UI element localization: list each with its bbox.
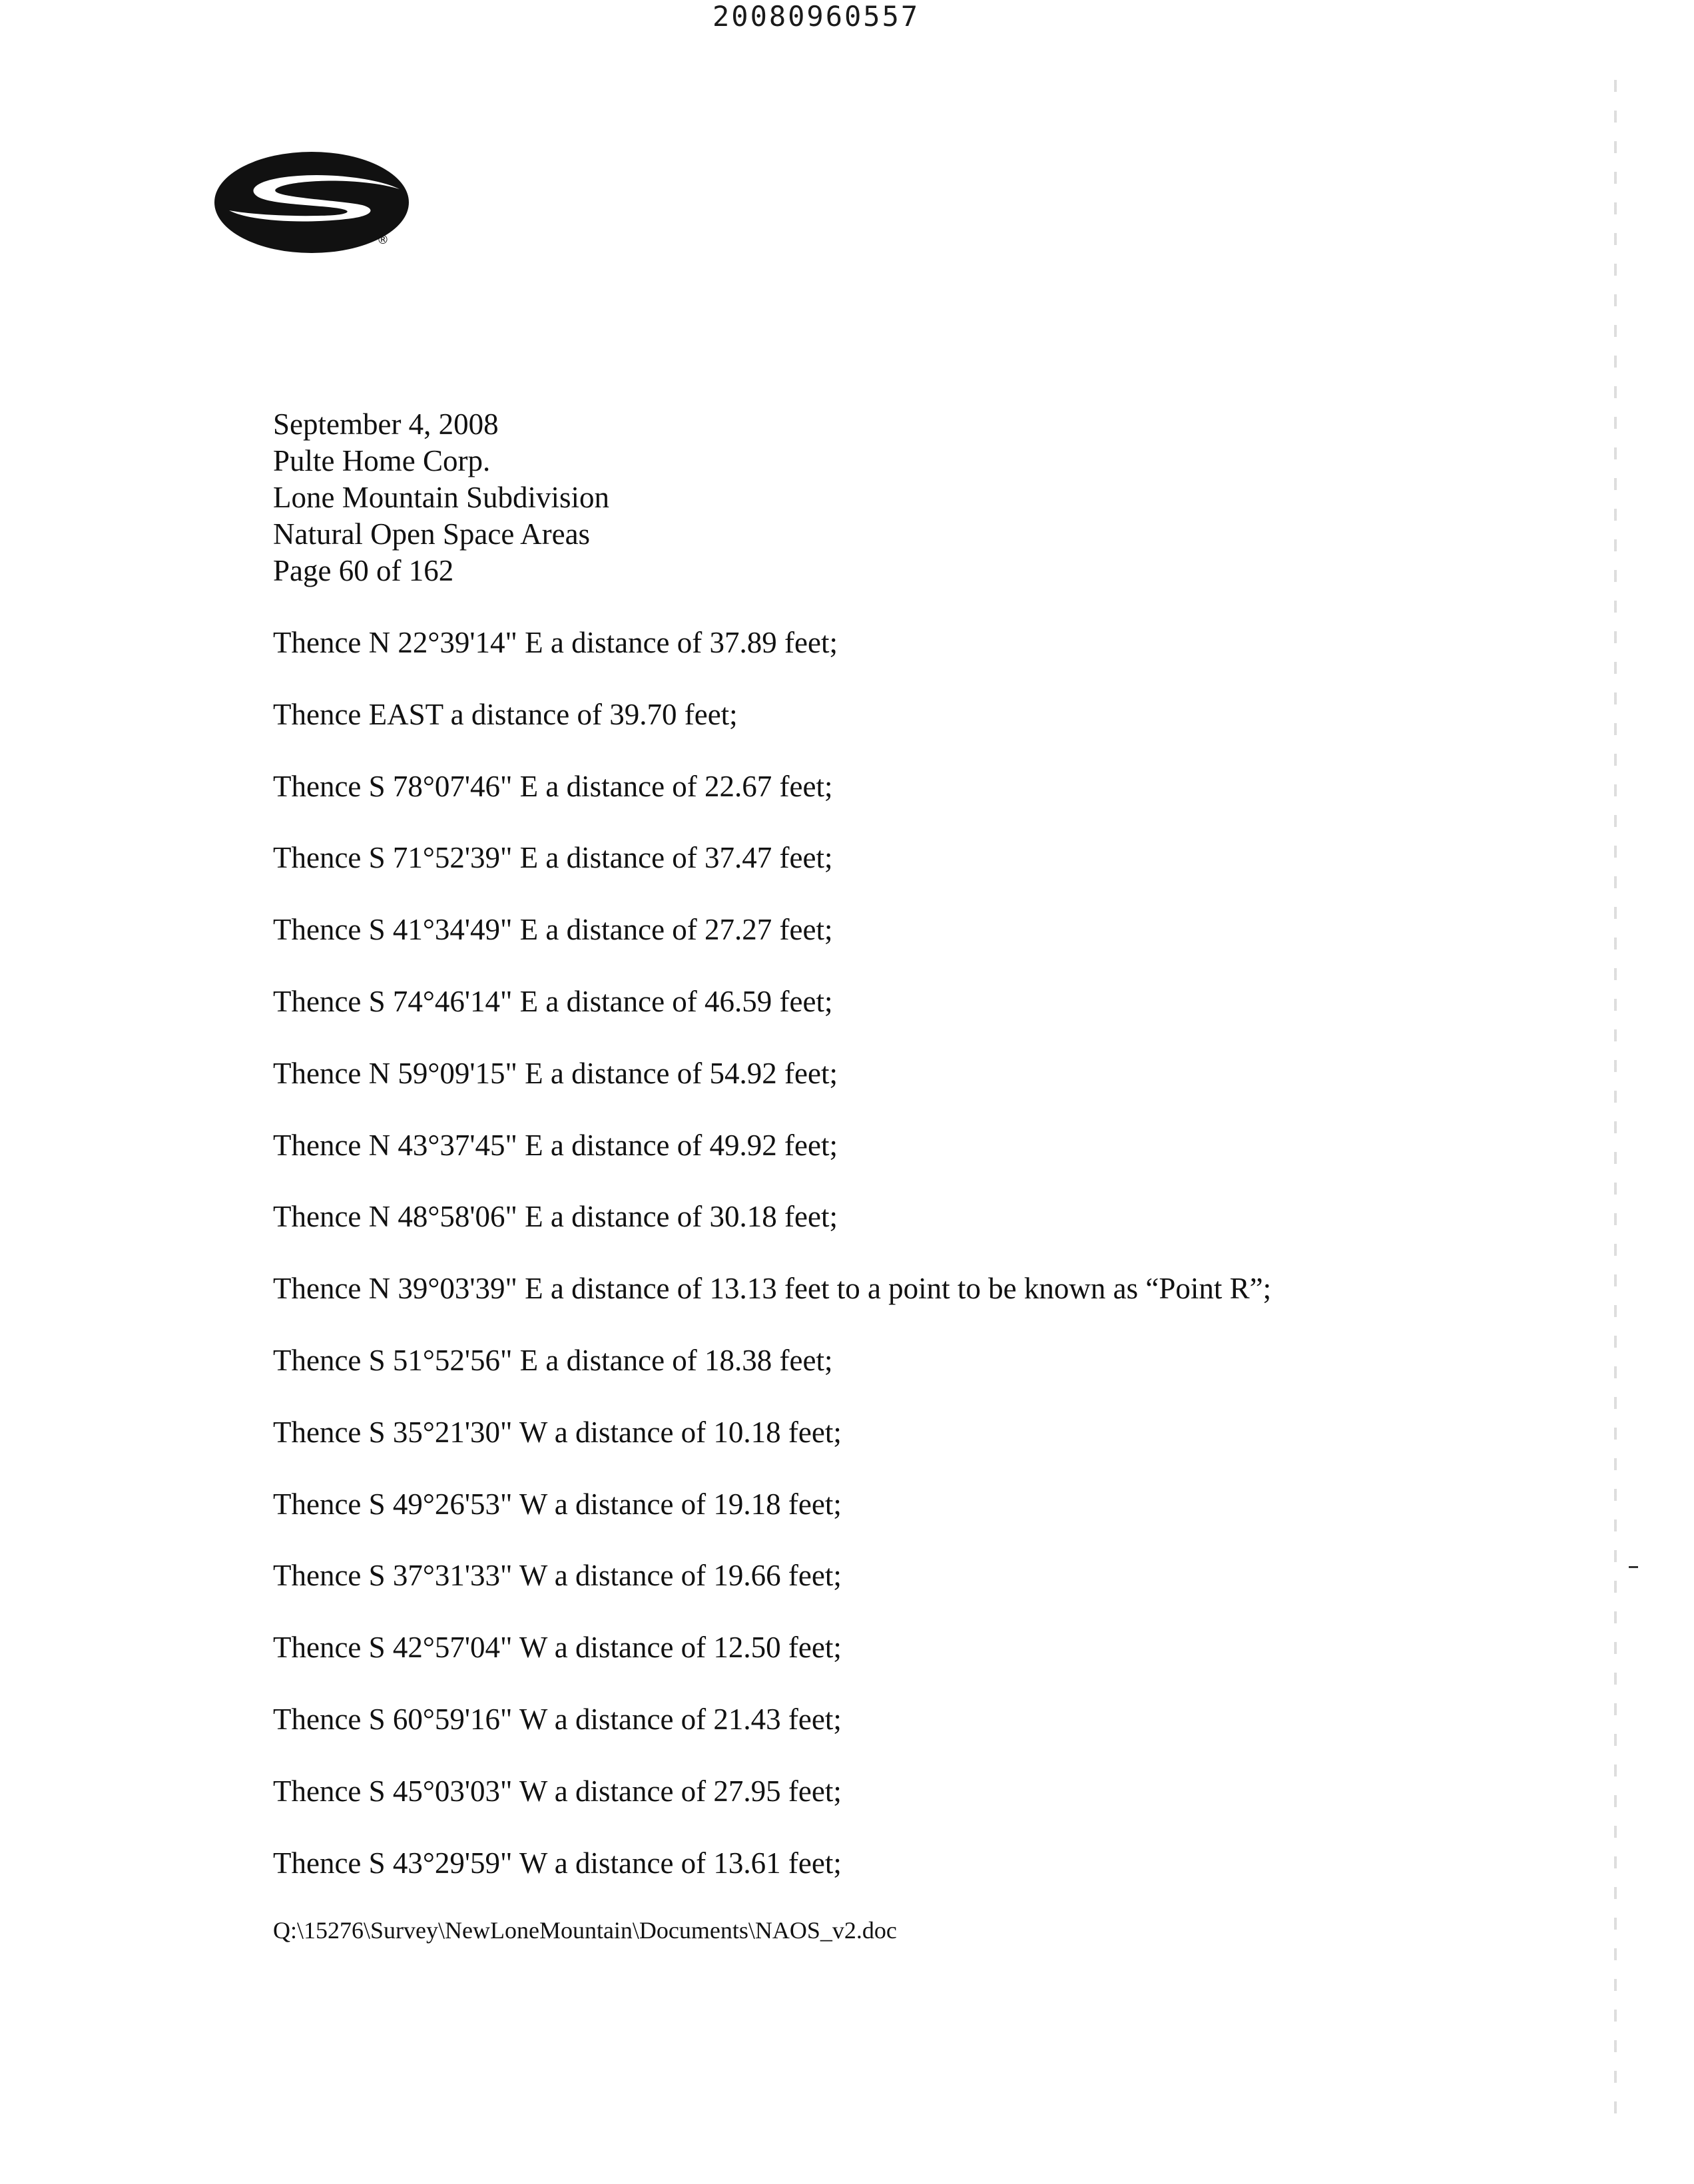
legal-description-line: Thence S 49°26'53" W a distance of 19.18 feet; (273, 1487, 842, 1521)
legal-description-line: Thence S 35°21'30" W a distance of 10.18 feet; (273, 1415, 842, 1449)
legal-description-line: Thence S 74°46'14" E a distance of 46.59 feet; (273, 984, 833, 1018)
scan-edge-artifact (1614, 80, 1617, 2131)
legal-description-line: Thence S 71°52'39" E a distance of 37.47 feet; (273, 841, 833, 875)
legal-description-line: Thence S 78°07'46" E a distance of 22.67 feet; (273, 769, 833, 803)
header-project: Lone Mountain Subdivision (273, 481, 609, 514)
document-number: 20080960557 (712, 0, 920, 33)
header-client: Pulte Home Corp. (273, 444, 491, 477)
legal-description-line: Thence N 48°58'06" E a distance of 30.18 feet; (273, 1200, 838, 1234)
legal-description-line: Thence S 51°52'56" E a distance of 18.38 feet; (273, 1343, 833, 1377)
header-date: September 4, 2008 (273, 408, 499, 441)
header-subject: Natural Open Space Areas (273, 517, 591, 551)
registered-mark: ® (377, 233, 389, 247)
legal-description-line: Thence N 22°39'14" E a distance of 37.89 feet; (273, 626, 838, 659)
legal-description-line: Thence S 43°29'59" W a distance of 13.61 feet; (273, 1846, 842, 1880)
footer-file-path: Q:\15276\Survey\NewLoneMountain\Documents\NAOS_v2.doc (273, 1917, 897, 1944)
legal-description-body (273, 625, 1271, 1916)
legal-description-line: Thence S 37°31'33" W a distance of 19.66 feet; (273, 1559, 842, 1593)
legal-description-line: Thence EAST a distance of 39.70 feet; (273, 697, 738, 731)
legal-description-line: Thence N 59°09'15" E a distance of 54.92 feet; (273, 1056, 838, 1090)
legal-description-line: Thence S 45°03'03" W a distance of 27.95 feet; (273, 1774, 842, 1808)
legal-description-line: Thence S 41°34'49" E a distance of 27.27 feet; (273, 913, 833, 947)
legal-description-line: Thence S 42°57'04" W a distance of 12.50 feet; (273, 1631, 842, 1665)
legal-description-line: Thence S 60°59'16" W a distance of 21.43 feet; (273, 1702, 842, 1736)
legal-description-line: Thence N 39°03'39" E a distance of 13.13 feet to a point to be known as “Point R”; (273, 1272, 1272, 1306)
legal-description-line: Thence N 43°37'45" E a distance of 49.92 feet; (273, 1128, 838, 1162)
scan-mark-artifact (1629, 1566, 1638, 1568)
header-page-number: Page 60 of 162 (273, 554, 454, 587)
letter-header (273, 406, 609, 589)
